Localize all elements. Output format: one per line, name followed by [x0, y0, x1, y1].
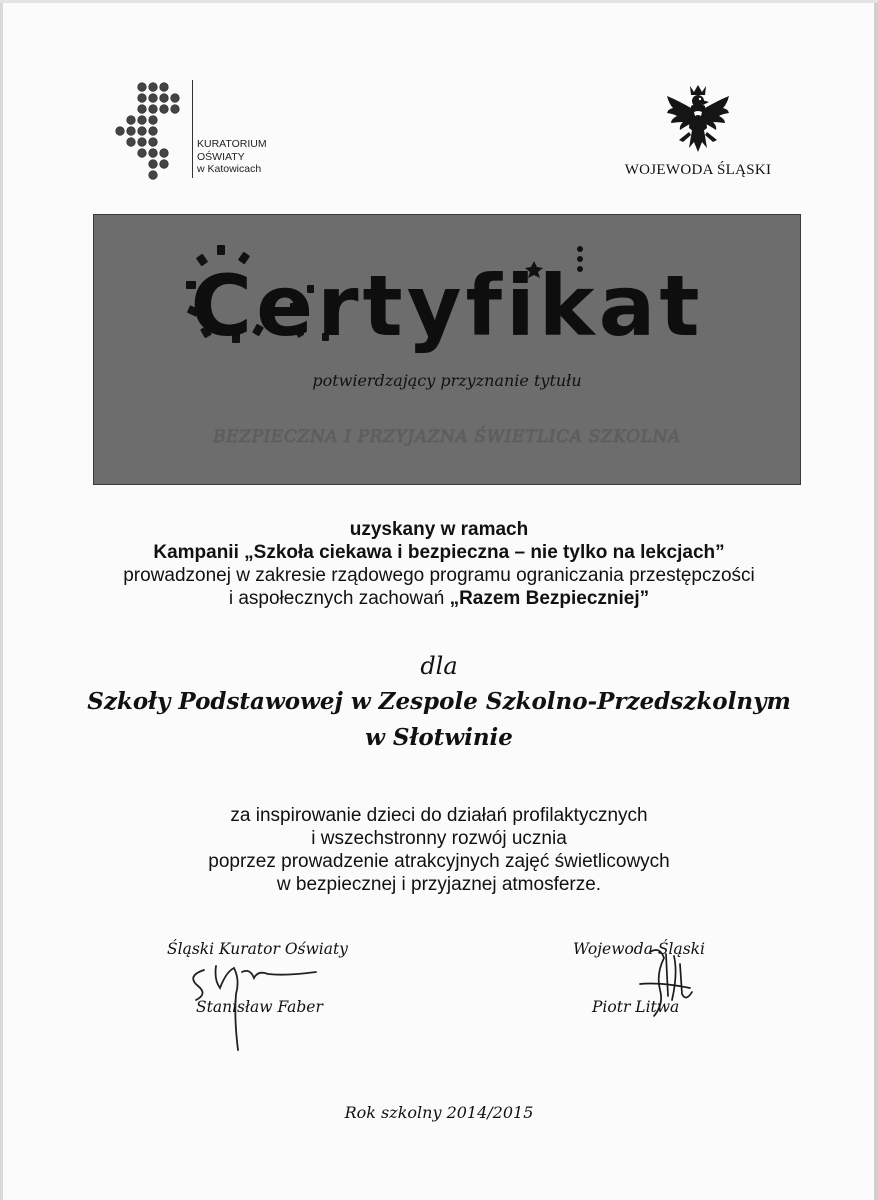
dla-label: dla	[420, 652, 458, 680]
certificate-title-graphic	[94, 215, 800, 375]
right-signatory-name: Piotr Litwa	[592, 998, 680, 1016]
kuratorium-name	[197, 138, 267, 176]
program-line-2	[0, 587, 878, 610]
scan-edge-top	[0, 0, 878, 3]
kuratorium-line-2: OŚWIATY	[197, 150, 245, 163]
right-signatory-role: Wojewoda Śląski	[573, 940, 705, 958]
obtained-line: uzyskany w ramach	[349, 519, 529, 540]
certificate-title: Certyfikat	[190, 257, 704, 355]
left-signatory-role: Śląski Kurator Oświaty	[167, 940, 348, 958]
school-name-line-1: Szkoły Podstawowej w Zespole Szkolno-Przedszkolnym	[87, 688, 791, 715]
logo-divider	[192, 80, 193, 178]
kuratorium-line-3: w Katowicach	[197, 163, 262, 175]
wojewoda-label: WOJEWODA ŚLĄSKI	[624, 162, 772, 178]
reason-line-2: i wszechstronny rozwój ucznia	[311, 828, 567, 849]
campaign-paragraph	[0, 518, 878, 610]
polish-eagle-emblem-icon	[665, 82, 731, 160]
reason-paragraph	[0, 804, 878, 896]
kuratorium-logo	[108, 80, 308, 180]
reason-line-3: poprzez prowadzenie atrakcyjnych zajęć świetlicowych	[208, 851, 670, 872]
school-name-line-2: w Słotwinie	[365, 724, 513, 751]
award-title: BEZPIECZNA I PRZYJAZNA ŚWIETLICA SZKOLNA	[213, 427, 681, 447]
certificate-title-box	[93, 214, 801, 485]
certificate-subtitle: potwierdzający przyznanie tytułu	[312, 371, 582, 390]
school-year: Rok szkolny 2014/2015	[344, 1103, 534, 1122]
campaign-line: Kampanii „Szkoła ciekawa i bezpieczna – nie tylko na lekcjach”	[153, 542, 725, 563]
reason-line-4: w bezpiecznej i przyjaznej atmosferze.	[276, 874, 602, 895]
reason-line-1: za inspirowanie dzieci do działań profilaktycznych	[230, 805, 648, 826]
dot-grid-logo-icon	[108, 80, 188, 180]
program-line-2-prefix: i aspołecznych zachowań	[228, 588, 450, 609]
program-name: „Razem Bezpieczniej”	[449, 588, 650, 609]
program-line: prowadzonej w zakresie rządowego programu ograniczania przestępczości	[123, 565, 755, 586]
wojewoda-logo	[612, 82, 784, 182]
kuratorium-line-1: KURATORIUM	[197, 138, 267, 150]
left-signatory-name: Stanisław Faber	[196, 998, 323, 1016]
